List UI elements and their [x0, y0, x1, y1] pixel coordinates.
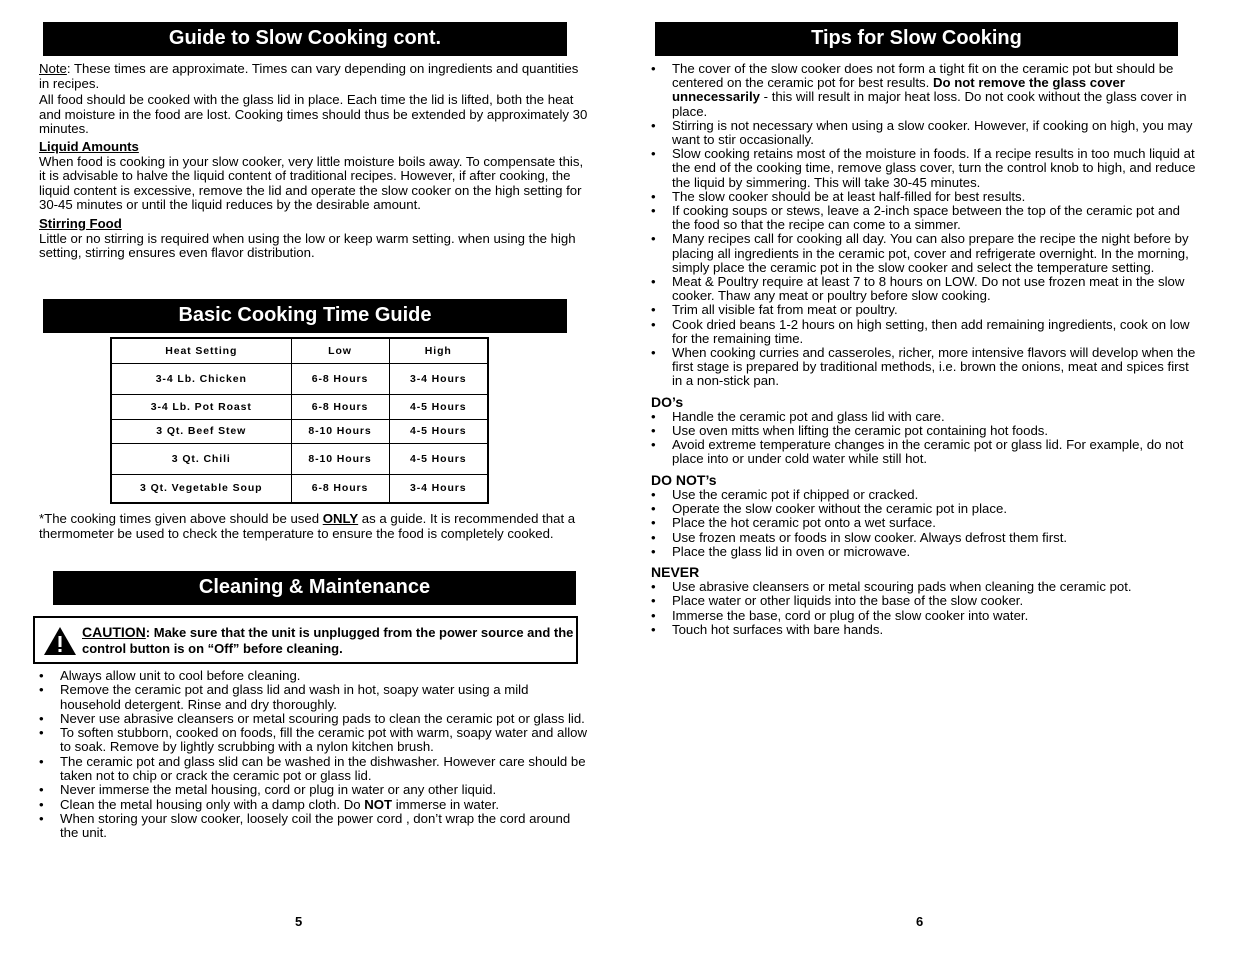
list-item: • Avoid extreme temperature changes in the ceramic pot or glass lid. For example, do not place into or under cold water while still hot.	[651, 438, 1196, 466]
page-number-left: 5	[295, 914, 303, 929]
donts-list	[651, 488, 1196, 559]
warning-triangle-icon	[43, 626, 77, 656]
list-item: • Slow cooking retains most of the moisture in foods. If a recipe results in too much liquid at the end of the cooking time, remove glass cover, turn the control knob to high, and reduce the liquid by simmering. This will take 30-45 minutes.	[651, 147, 1196, 190]
list-item: • Operate the slow cooker without the ceramic pot in place.	[651, 502, 1196, 516]
table-cell: 3 Qt. Vegetable Soup	[111, 474, 291, 503]
cleaning-list-wrap	[39, 669, 591, 841]
list-item: • Place water or other liquids into the base of the slow cooker.	[651, 594, 1196, 608]
table-cell: 4-5 Hours	[389, 419, 488, 443]
list-item: • Use abrasive cleansers or metal scouring pads when cleaning the ceramic pot.	[651, 580, 1196, 594]
note-label: Note	[39, 61, 67, 76]
table-cell: 8-10 Hours	[291, 443, 389, 474]
never-heading: NEVER	[651, 563, 700, 580]
damp-cloth-post: immerse in water.	[392, 796, 500, 812]
cooking-time-table	[110, 337, 489, 504]
table-cell: 6-8 Hours	[291, 363, 389, 394]
list-item: • Use oven mitts when lifting the ceramic pot containing hot foods.	[651, 424, 1196, 438]
table-row	[111, 363, 488, 394]
times-note-only: ONLY	[322, 511, 359, 526]
table-cell: 4-5 Hours	[389, 443, 488, 474]
never-list	[651, 580, 1196, 637]
list-item: • Place the glass lid in oven or microwave.	[651, 545, 1196, 559]
tip1-bold: Do not remove the glass cover unnecessarily	[672, 75, 1125, 105]
tips-section	[651, 62, 1196, 637]
liquid-paragraph: When food is cooking in your slow cooker, very little moisture boils away. To compensate this, it is advisable to halve the liquid content of traditional recipes. However, if after cooking, the liquid content is excessive, remove the lid and operate the slow cooker on the high setting for 30-45 minutes or until the liquid reduces by the desirable amount.	[39, 153, 584, 213]
tip1-post: - this will result in major heat loss. Do not cook without the glass cover in place.	[672, 89, 1187, 119]
times-note-post: as a guide. It is recommended that a thermometer be used to check the temperature to ensure the food is completely cooked.	[39, 511, 576, 541]
dos-heading: DO’s	[651, 393, 684, 410]
note-paragraph	[39, 62, 591, 91]
list-item: • Use the ceramic pot if chipped or cracked.	[651, 488, 1196, 502]
table-cell: 4-5 Hours	[389, 394, 488, 419]
table-cell: 3-4 Lb. Pot Roast	[111, 394, 291, 419]
caution-box	[33, 616, 578, 664]
list-item	[39, 798, 591, 812]
banner-tips: Tips for Slow Cooking	[655, 22, 1178, 56]
table-cell: 3 Qt. Chili	[111, 443, 291, 474]
banner-guide-cont: Guide to Slow Cooking cont.	[43, 22, 567, 56]
stirring-heading: Stirring Food	[39, 215, 122, 231]
list-item: • When storing your slow cooker, loosely coil the power cord , don’t wrap the cord around the unit.	[39, 812, 591, 841]
caution-colon: :	[145, 625, 151, 640]
list-item: • Cook dried beans 1-2 hours on high setting, then add remaining ingredients, cook on low for the remaining time.	[651, 318, 1196, 346]
list-item: • Remove the ceramic pot and glass lid and wash in hot, soapy water using a mild household detergent. Rinse and dry thoroughly.	[39, 683, 591, 712]
table-cell: 3-4 Lb. Chicken	[111, 363, 291, 394]
tip1-pre: The cover of the slow cooker does not form a tight fit on the ceramic pot but should be centered on the ceramic pot for best results.	[672, 61, 1174, 91]
list-item: • Use frozen meats or foods in slow cooker. Always defrost them first.	[651, 531, 1196, 545]
caution-message: Make sure that the unit is unplugged from the power source and the control button is on “Off” before cleaning.	[82, 625, 574, 656]
table-header-row	[111, 338, 488, 363]
table-header-cell: Heat Setting	[111, 338, 291, 363]
caution-label: CAUTION	[82, 624, 146, 640]
list-item: • Immerse the base, cord or plug of the slow cooker into water.	[651, 609, 1196, 623]
times-note	[39, 512, 584, 542]
stirring-paragraph: Little or no stirring is required when using the low or keep warm setting. when using the high setting, stirring ensures even flavor distribution.	[39, 230, 576, 261]
donts-heading: DO NOT’s	[651, 471, 717, 488]
times-note-pre: *The cooking times given above should be used	[39, 511, 323, 526]
list-item: • When cooking curries and casseroles, richer, more intensive flavors will develop when the first stage is prepared by traditional methods, i.e. brown the onions, meat and spices first in a non-stick pan.	[651, 346, 1196, 389]
caution-text	[82, 624, 576, 657]
table-cell: 6-8 Hours	[291, 474, 389, 503]
banner-cooking-time: Basic Cooking Time Guide	[43, 299, 567, 333]
guide-section	[39, 62, 591, 263]
table-row	[111, 419, 488, 443]
damp-cloth-not: NOT	[364, 796, 393, 812]
table-row	[111, 394, 488, 419]
list-item: • Meat & Poultry require at least 7 to 8 hours on LOW. Do not use frozen meat in the slow cooker. Thaw any meat or poultry before slow cooking.	[651, 275, 1196, 303]
list-item: • The ceramic pot and glass slid can be washed in the dishwasher. However care should be taken not to chip or crack the ceramic pot or glass lid.	[39, 755, 591, 784]
list-item: • Handle the ceramic pot and glass lid with care.	[651, 410, 1196, 424]
damp-cloth-pre: Clean the metal housing only with a damp cloth. Do	[60, 796, 365, 812]
list-item: • Never use abrasive cleansers or metal scouring pads to clean the ceramic pot or glass lid.	[39, 712, 591, 726]
table-cell: 3 Qt. Beef Stew	[111, 419, 291, 443]
table-header-cell: Low	[291, 338, 389, 363]
list-item: • Never immerse the metal housing, cord or plug in water or any other liquid.	[39, 783, 591, 797]
list-item: • Stirring is not necessary when using a slow cooker. However, if cooking on high, you may want to stir occasionally.	[651, 119, 1196, 147]
table-row	[111, 474, 488, 503]
list-item: • Always allow unit to cool before cleaning.	[39, 669, 591, 683]
banner-cleaning: Cleaning & Maintenance	[53, 571, 576, 605]
table-cell: 8-10 Hours	[291, 419, 389, 443]
cleaning-list	[39, 669, 591, 841]
table-row	[111, 443, 488, 474]
list-item: • If cooking soups or stews, leave a 2-inch space between the top of the ceramic pot and the food so that the recipe can come to a simmer.	[651, 204, 1196, 232]
list-item: • Place the hot ceramic pot onto a wet surface.	[651, 516, 1196, 530]
list-item	[651, 62, 1196, 119]
liquid-heading: Liquid Amounts	[39, 138, 139, 154]
list-item: • Touch hot surfaces with bare hands.	[651, 623, 1196, 637]
table-cell: 6-8 Hours	[291, 394, 389, 419]
dos-list	[651, 410, 1196, 467]
tips-list	[651, 62, 1196, 389]
list-item: • Many recipes call for cooking all day. You can also prepare the recipe the night before by placing all ingredients in the ceramic pot, cover and refrigerate overnight. In the morning, simply place the ceramic pot in the slow cooker and select the temperature setting.	[651, 232, 1196, 275]
page-number-right: 6	[916, 914, 924, 929]
table-cell: 3-4 Hours	[389, 474, 488, 503]
lid-paragraph: All food should be cooked with the glass lid in place. Each time the lid is lifted, both the heat and moisture in the food are lost. Cooking times should thus be extended by approximately 30 minutes.	[39, 92, 588, 137]
table-cell: 3-4 Hours	[389, 363, 488, 394]
list-item: • The slow cooker should be at least half-filled for best results.	[651, 190, 1196, 204]
list-item: • To soften stubborn, cooked on foods, fill the ceramic pot with warm, soapy water and allow to soak. Remove by lightly scrubbing with a nylon kitchen brush.	[39, 726, 591, 755]
list-item: • Trim all visible fat from meat or poultry.	[651, 303, 1196, 317]
table-header-cell: High	[389, 338, 488, 363]
note-text: : These times are approximate. Times can vary depending on ingredients and quantities in recipes.	[39, 61, 579, 91]
